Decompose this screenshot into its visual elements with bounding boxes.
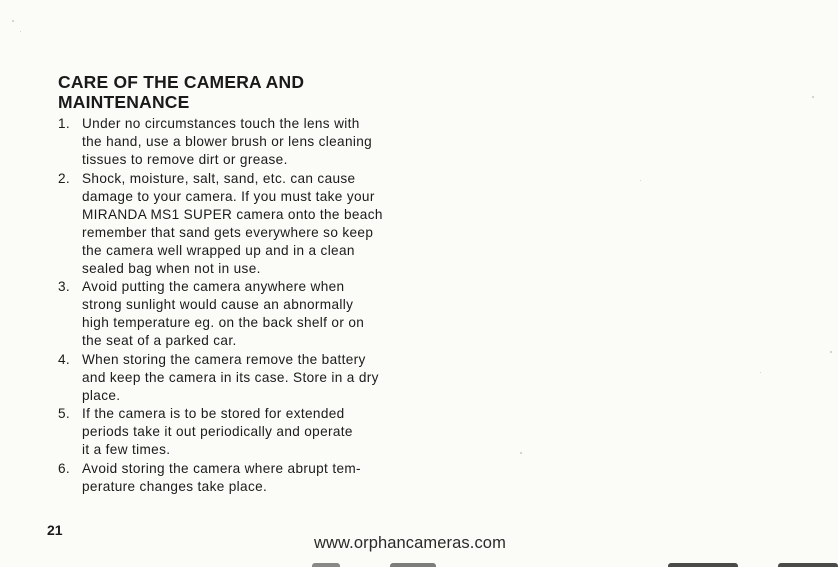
item-number: 3. <box>58 279 71 295</box>
item-text-line: tissues to remove dirt or grease. <box>82 152 288 167</box>
item-text-line: high temperature eg. on the back shelf or on <box>82 315 365 331</box>
scan-speck <box>830 351 832 353</box>
item-text-line: and keep the camera in its case. Store in a dry <box>82 369 379 385</box>
list-item <box>58 460 438 496</box>
item-number: 2. <box>58 170 71 186</box>
page-number: 21 <box>47 522 63 538</box>
website-watermark: www.orphancameras.com <box>314 534 506 552</box>
item-text-line: the camera well wrapped up and in a clean <box>82 242 355 258</box>
list-item <box>58 170 438 278</box>
scan-smudge <box>668 563 738 567</box>
list-item <box>58 115 438 169</box>
item-text-line: it a few times. <box>82 442 171 458</box>
item-text-line: perature changes take place. <box>82 478 268 494</box>
heading-line: MAINTENANCE <box>58 92 190 112</box>
scan-smudge <box>390 563 436 567</box>
item-text-line: Avoid storing the camera where abrupt tem- <box>82 460 361 476</box>
item-text-line: damage to your camera. If you must take your <box>82 188 375 204</box>
scan-speck <box>640 180 641 181</box>
item-number: 4. <box>58 351 71 367</box>
item-number: 6. <box>58 460 71 476</box>
item-text-line: remember that sand gets everywhere so keep <box>82 224 374 240</box>
item-number: 5. <box>58 406 71 422</box>
item-text-line: sealed bag when not in use. <box>82 260 261 276</box>
item-text-line: the hand, use a blower brush or lens cleaning <box>82 134 373 149</box>
list-item <box>58 405 438 459</box>
scan-speck <box>20 31 21 32</box>
item-text-line: If the camera is to be stored for extended <box>82 406 345 422</box>
item-text-line: When storing the camera remove the battery <box>82 351 366 367</box>
list-item <box>58 278 438 350</box>
maintenance-list <box>58 115 438 497</box>
item-text-line: place. <box>82 387 121 403</box>
scan-speck <box>812 96 814 98</box>
item-text-line: Avoid putting the camera anywhere when <box>82 279 345 295</box>
scan-smudge <box>778 563 838 567</box>
item-text-line: periods take it out periodically and operate <box>82 424 353 440</box>
heading-line: CARE OF THE CAMERA AND <box>58 72 305 92</box>
section-heading <box>58 72 304 112</box>
item-text-line: Shock, moisture, salt, sand, etc. can cause <box>82 170 356 186</box>
scan-smudge <box>312 563 340 567</box>
item-text-line: Under no circumstances touch the lens with <box>82 116 360 131</box>
scan-speck <box>760 372 761 373</box>
item-text-line: MIRANDA MS1 SUPER camera onto the beach <box>82 206 383 222</box>
scan-speck <box>520 452 522 454</box>
item-text-line: the seat of a parked car. <box>82 333 237 349</box>
item-number: 1. <box>58 116 71 131</box>
list-item <box>58 351 438 405</box>
scan-speck <box>12 20 14 22</box>
item-text-line: strong sunlight would cause an abnormally <box>82 297 354 313</box>
